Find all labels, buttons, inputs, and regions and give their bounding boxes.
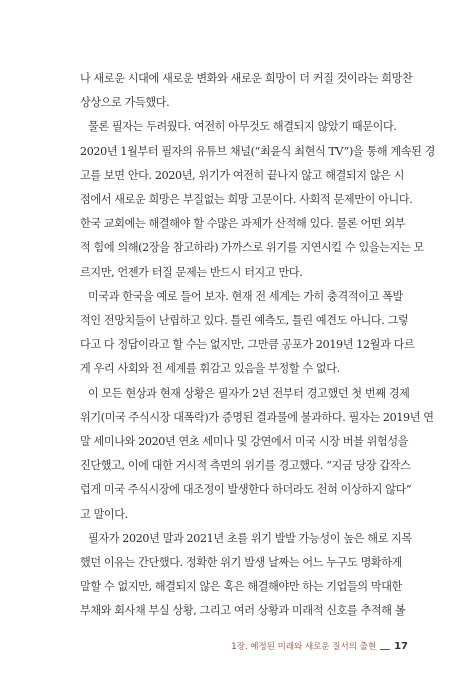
body-line: 다고 다 정답이라고 할 수는 없지만, 그만큼 공포가 2019년 12월과 다르 [80,338,415,352]
footer-divider [380,643,390,650]
body-line: 말 세미나와 2020년 연초 세미나 및 강연에서 미국 시장 버블 위험성을 [80,435,409,448]
body-line: 필자가 2020년 말과 2021년 초를 위기 발발 가능성이 높은 해로 지목 [88,531,412,545]
body-line: 진단했고, 이에 대한 거시적 측면의 위기를 경고했다. “지금 당장 갑작스 [80,459,411,473]
page-footer [231,640,408,652]
body-line: 물론 필자는 두려웠다. 여전히 아무것도 해결되지 않았기 때문이다. [88,120,397,134]
body-line: 위기(미국 주식시장 대폭락)가 증명된 결과물에 불과하다. 필자는 2019년 연 [80,410,434,424]
chapter-title: 1장. 예정된 미래와 새로운 질서의 출현 [231,642,377,652]
body-line: 점에서 새로운 희망은 부질없는 희망 고문이다. 사회적 문제만이 아니다. [80,193,413,206]
body-line: 했던 이유는 간단했다. 정확한 위기 발생 날짜는 어느 누구도 명확하게 [80,556,403,569]
body-line: 고를 보면 안다. 2020년, 위기가 여전히 끝나지 않고 해결되지 않은 시 [80,168,405,182]
body-line: 르지만, 언젠가 터질 문제는 반드시 터지고 만다. [80,265,303,279]
body-line: 상상으로 가득했다. [80,96,170,110]
body-line: 적인 전망치들이 난립하고 있다. 틀린 예측도, 틀린 예견도 아니다. 그렇 [80,314,409,327]
body-line: 말할 수 없지만, 해결되지 않은 혹은 해결해야만 하는 기업들의 막대한 [80,580,403,594]
body-line: 한국 교회에는 해결해야 할 수많은 과제가 산적해 있다. 물론 어떤 외부 [80,217,406,231]
page-number: 17 [394,640,408,652]
body-line: 럽게 미국 주식시장에 대조정이 발생한다 하더라도 전혀 이상하지 않다” [80,483,412,497]
body-line: 이 모든 현상과 현재 상황은 필자가 2년 전부터 경고했던 첫 번째 경제 [88,386,410,400]
body-line: 고 말이다. [80,507,128,521]
body-line: 미국과 한국을 예로 들어 보자. 현재 전 세계는 가히 충격적이고 폭발 [88,289,403,303]
body-line: 부채와 회사채 부실 상황, 그리고 여러 상황과 미래적 신호를 추적해 볼 [80,604,406,618]
body-line: 2020년 1월부터 필자의 유튜브 채널(“최윤식 최현식 TV”)을 통해 계속된 경 [80,144,436,158]
body-line: 나 새로운 시대에 새로운 변화와 새로운 희망이 더 커질 것이라는 희망찬 [80,72,413,85]
body-line: 적 힘에 의해(2장을 참고하라) 가까스로 위기를 지연시킬 수 있을는지는 모 [80,241,424,255]
body-line: 게 우리 사회와 전 세계를 휘감고 있음을 부정할 수 없다. [80,362,340,376]
